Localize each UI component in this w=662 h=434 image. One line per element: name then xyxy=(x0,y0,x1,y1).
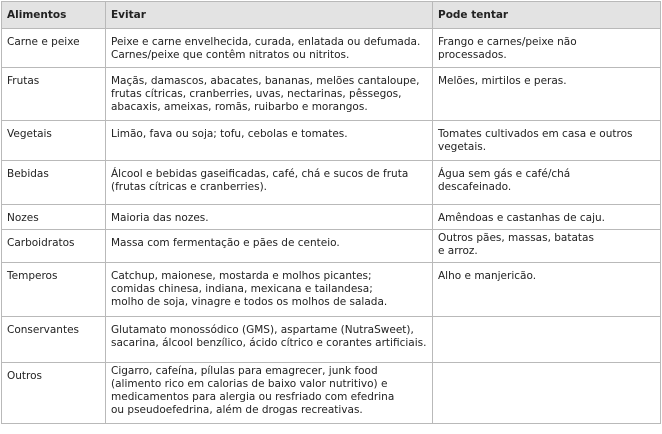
avoid-cell: Glutamato monossódico (GMS), aspartame (NutraSweet), sacarina, álcool benzílico, ácido cítrico e corantes artificiais. xyxy=(106,317,433,363)
avoid-cell: Catchup, maionese, mostarda e molhos picantes; comidas chinesa, indiana, mexicana e tailandesa; molho de soja, vinagre e todos os molhos de salada. xyxy=(106,263,433,317)
header-row xyxy=(2,2,661,29)
table-row xyxy=(2,161,661,205)
table-row xyxy=(2,230,661,263)
try-cell xyxy=(433,317,661,363)
avoid-cell: Álcool e bebidas gaseificadas, café, chá e sucos de fruta (frutas cítricas e cranberries). xyxy=(106,161,433,205)
try-cell: Amêndoas e castanhas de caju. xyxy=(433,205,661,230)
try-cell xyxy=(433,363,661,424)
avoid-cell: Peixe e carne envelhecida, curada, enlatada ou defumada. Carnes/peixe que contêm nitratos ou nitritos. xyxy=(106,29,433,68)
food-cell: Carboidratos xyxy=(2,230,106,263)
try-cell: Alho e manjericão. xyxy=(433,263,661,317)
food-cell: Conservantes xyxy=(2,317,106,363)
table-row xyxy=(2,263,661,317)
avoid-cell: Cigarro, cafeína, pílulas para emagrecer, junk food (alimento rico em calorias de baixo valor nutritivo) e medicamentos para alergia ou resfriado com efedrina ou pseudoefedrina, além de drogas recreativas. xyxy=(106,363,433,424)
food-cell: Temperos xyxy=(2,263,106,317)
avoid-cell: Maçãs, damascos, abacates, bananas, melões cantaloupe, frutas cítricas, cranberries, uvas, nectarinas, pêssegos, abacaxis, ameixas, romãs, ruibarbo e morangos. xyxy=(106,68,433,121)
table-row xyxy=(2,363,661,424)
try-cell: Outros pães, massas, batatas e arroz. xyxy=(433,230,661,263)
table-row xyxy=(2,121,661,161)
avoid-cell: Limão, fava ou soja; tofu, cebolas e tomates. xyxy=(106,121,433,161)
table-row xyxy=(2,29,661,68)
try-cell: Frango e carnes/peixe não processados. xyxy=(433,29,661,68)
header-alimentos: Alimentos xyxy=(2,2,106,29)
food-cell: Outros xyxy=(2,363,106,424)
food-cell: Carne e peixe xyxy=(2,29,106,68)
header-evitar: Evitar xyxy=(106,2,433,29)
table-row xyxy=(2,205,661,230)
try-cell: Tomates cultivados em casa e outros vegetais. xyxy=(433,121,661,161)
food-cell: Nozes xyxy=(2,205,106,230)
table-row xyxy=(2,317,661,363)
food-table xyxy=(1,1,661,424)
header-pode-tentar: Pode tentar xyxy=(433,2,661,29)
table-row xyxy=(2,68,661,121)
avoid-cell: Massa com fermentação e pães de centeio. xyxy=(106,230,433,263)
avoid-cell: Maioria das nozes. xyxy=(106,205,433,230)
food-cell: Vegetais xyxy=(2,121,106,161)
food-cell: Bebidas xyxy=(2,161,106,205)
try-cell: Água sem gás e café/chá descafeinado. xyxy=(433,161,661,205)
try-cell: Melões, mirtilos e peras. xyxy=(433,68,661,121)
food-cell: Frutas xyxy=(2,68,106,121)
